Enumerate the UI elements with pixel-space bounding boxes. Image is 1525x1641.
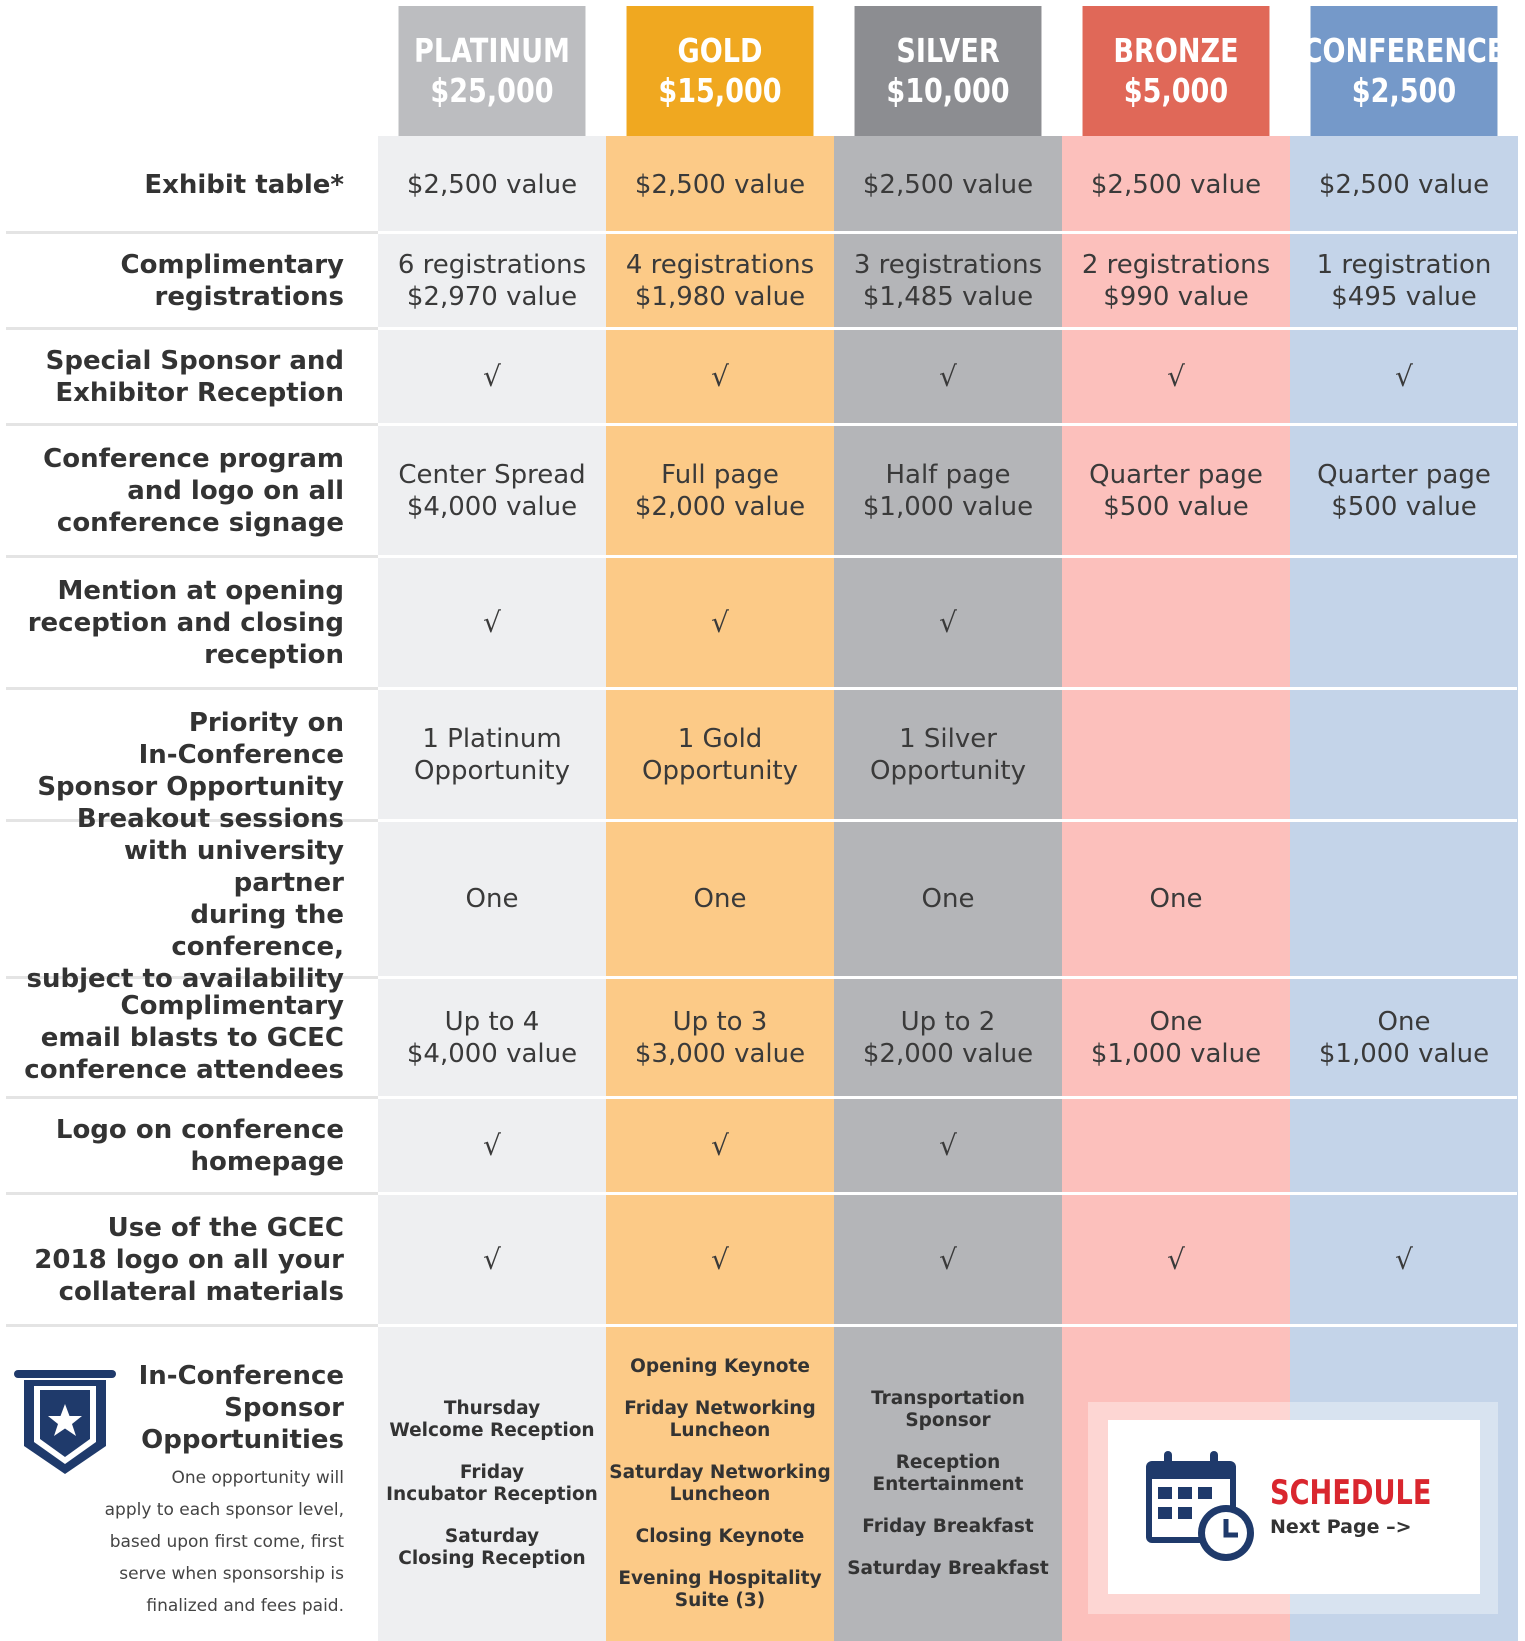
opportunity-list-platinum [378, 1327, 606, 1641]
cell-text: $1,000 value [1318, 1038, 1490, 1069]
benefit-cell [1290, 979, 1518, 1096]
cell-text: One [921, 884, 975, 914]
row-label-line: In-Conference [138, 739, 344, 770]
next-page-link[interactable]: Next Page –> [1270, 1516, 1412, 1538]
benefit-cell [606, 426, 834, 555]
tier-name: PLATINUM [413, 31, 570, 70]
benefit-cell [378, 979, 606, 1096]
checkmark-icon: √ [1395, 1242, 1413, 1276]
cell-text: Up to 4 [444, 1006, 540, 1037]
row-label-text [37, 707, 344, 803]
benefit-cell [378, 426, 606, 555]
benefit-cell [606, 979, 834, 1096]
benefit-cell [1062, 979, 1290, 1096]
row-label-text [43, 443, 344, 539]
cell-text: $4,000 value [406, 491, 578, 522]
cell-text: $2,000 value [862, 1038, 1034, 1069]
cell-text: $2,970 value [406, 281, 578, 312]
label-divider [6, 1324, 378, 1327]
opportunity-item [618, 1568, 821, 1612]
row-label-line: Conference program [43, 443, 344, 474]
benefit-cell [378, 234, 606, 327]
benefit-cell [378, 1099, 606, 1192]
checkmark-icon: √ [483, 605, 501, 639]
cell-text: Quarter page [1317, 459, 1491, 490]
row-label-text [10, 803, 344, 995]
cell-text: 1 Silver [899, 723, 997, 754]
row-label-line: reception and closing [27, 607, 344, 638]
opportunity-item [862, 1516, 1034, 1538]
benefit-cell [834, 1195, 1062, 1324]
row-label-line: conference attendees [24, 1054, 344, 1085]
row-label-line: during the conference, [171, 900, 344, 962]
benefit-cell [606, 330, 834, 423]
cell-text: Half page [885, 459, 1011, 490]
checkmark-icon: √ [483, 1128, 501, 1162]
row-label-text [34, 1212, 344, 1308]
cell-text: $2,500 value [1090, 170, 1262, 200]
checkmark-icon: √ [1167, 359, 1185, 393]
row-label-text [121, 249, 344, 313]
tier-price: $2,500 [1351, 71, 1457, 110]
benefit-cell [1290, 1099, 1518, 1192]
opportunity-item-line: Welcome Reception [389, 1420, 595, 1441]
checkmark-icon: √ [939, 359, 957, 393]
row-label [10, 690, 344, 819]
cell-text: One [465, 884, 519, 914]
row-label [10, 558, 344, 687]
cell-text: $1,000 value [862, 491, 1034, 522]
benefit-cell [834, 426, 1062, 555]
checkmark-icon: √ [1395, 359, 1413, 393]
row-label-line: Priority on [188, 707, 344, 738]
cell-text: 4 registrations [625, 249, 815, 280]
opportunity-item-line: Entertainment [872, 1474, 1024, 1495]
benefit-cell [378, 558, 606, 687]
row-label-line: subject to availability [26, 964, 344, 994]
opportunity-item-line: Luncheon [669, 1484, 771, 1505]
benefit-cell [1062, 1195, 1290, 1324]
tier-header-gold [627, 6, 814, 136]
tier-price: $25,000 [430, 71, 554, 110]
checkmark-icon: √ [1167, 1242, 1185, 1276]
row-label-line: 2018 logo on all your [34, 1244, 344, 1275]
schedule-panel [1088, 1402, 1498, 1614]
tier-price: $15,000 [658, 71, 782, 110]
row-label-text [24, 990, 344, 1086]
row-label-line: conference signage [56, 507, 344, 538]
benefit-cell [1062, 558, 1290, 687]
cell-text: $500 value [1331, 491, 1477, 522]
cell-text: Opportunity [869, 755, 1027, 786]
opportunity-item-line: Closing Keynote [635, 1526, 805, 1547]
opportunity-list-silver [834, 1327, 1062, 1641]
opportunity-item [398, 1526, 585, 1570]
checkmark-icon: √ [711, 1242, 729, 1276]
cell-text: Up to 2 [900, 1006, 996, 1037]
opportunity-item [871, 1388, 1025, 1432]
benefit-cell [1062, 1099, 1290, 1192]
description-line: serve when sponsorship is [119, 1564, 344, 1584]
description-line: apply to each sponsor level, [104, 1500, 344, 1520]
benefit-cell [1290, 690, 1518, 819]
tier-name: BRONZE [1113, 31, 1239, 70]
opportunity-item-line: Saturday [444, 1526, 540, 1547]
tier-name: GOLD [677, 31, 763, 70]
row-label-line: homepage [190, 1146, 344, 1177]
row-label-line: Special Sponsor and [45, 345, 344, 376]
row-label-line: Exhibit table* [144, 170, 344, 200]
benefit-cell [1062, 426, 1290, 555]
opportunity-item [630, 1356, 810, 1378]
opportunity-item-line: Closing Reception [398, 1548, 586, 1569]
cell-text: One [1149, 884, 1203, 914]
benefit-cell [1062, 822, 1290, 976]
benefit-cell [1290, 426, 1518, 555]
row-label-line: Complimentary [120, 990, 344, 1021]
row-label [10, 426, 344, 555]
opportunities-description [60, 1462, 344, 1622]
benefit-cell [1290, 558, 1518, 687]
opportunity-item-line: Opening Keynote [630, 1356, 810, 1377]
opportunities-title-line: In-Conference [138, 1361, 344, 1391]
benefit-cell [834, 558, 1062, 687]
row-label-text [144, 169, 344, 201]
benefit-cell [378, 1195, 606, 1324]
opportunity-item-line: Evening Hospitality [618, 1568, 822, 1589]
row-label [10, 804, 344, 994]
cell-text: $2,500 value [406, 170, 578, 200]
checkmark-icon: √ [711, 1128, 729, 1162]
tier-name: SILVER [896, 31, 1000, 70]
benefit-cell [378, 139, 606, 231]
row-label-text [56, 1114, 344, 1178]
benefit-cell [834, 979, 1062, 1096]
opportunity-item-line: Saturday Breakfast [847, 1558, 1049, 1579]
benefit-cell [378, 822, 606, 976]
opportunity-item-line: Reception [895, 1452, 1001, 1473]
row-label-line: reception [204, 639, 344, 670]
benefit-cell [606, 558, 834, 687]
opportunity-item [389, 1398, 594, 1442]
row-label-line: Exhibitor Reception [55, 377, 344, 408]
cell-text: Up to 3 [672, 1006, 768, 1037]
benefit-cell [606, 234, 834, 327]
checkmark-icon: √ [939, 1242, 957, 1276]
row-label-line: with university partner [123, 836, 344, 898]
cell-text: Opportunity [641, 755, 799, 786]
row-label-line: collateral materials [58, 1276, 344, 1307]
cell-text: One [1377, 1006, 1431, 1037]
benefit-cell [1290, 1195, 1518, 1324]
benefit-cell [1290, 234, 1518, 327]
row-label [10, 139, 344, 231]
row-label-line: email blasts to GCEC [40, 1022, 344, 1053]
cell-text: $1,980 value [634, 281, 806, 312]
cell-text: Opportunity [413, 755, 571, 786]
cell-text: One [1149, 1006, 1203, 1037]
opportunity-item-line: Friday Networking [624, 1398, 816, 1419]
opportunity-item-line: Thursday [443, 1398, 541, 1419]
benefit-cell [834, 139, 1062, 231]
cell-text: 1 registration [1316, 249, 1492, 280]
tier-header-platinum [399, 6, 586, 136]
cell-text: 3 registrations [853, 249, 1043, 280]
benefit-cell [834, 234, 1062, 327]
opportunity-item-line: Luncheon [669, 1420, 771, 1441]
row-label-line: Breakout sessions [76, 804, 344, 834]
cell-text: $495 value [1331, 281, 1477, 312]
cell-text: $2,500 value [862, 170, 1034, 200]
tier-price: $10,000 [886, 71, 1010, 110]
cell-text: $990 value [1103, 281, 1249, 312]
opportunity-list-gold [606, 1327, 834, 1641]
benefit-cell [606, 690, 834, 819]
row-label-line: Use of the GCEC [107, 1212, 344, 1243]
tier-name: CONFERENCE [1302, 31, 1506, 70]
row-label-line: Logo on conference [55, 1114, 344, 1145]
benefit-cell [1290, 330, 1518, 423]
tier-header-bronze [1083, 6, 1270, 136]
benefit-cell [606, 139, 834, 231]
benefit-cell [1062, 234, 1290, 327]
opportunities-title-line: Opportunities [141, 1425, 344, 1455]
cell-text: $1,000 value [1090, 1038, 1262, 1069]
benefit-cell [606, 1195, 834, 1324]
opportunity-item-line: Sponsor [905, 1410, 991, 1431]
opportunity-item-line: Suite (3) [674, 1590, 766, 1611]
opportunity-item [609, 1462, 830, 1506]
cell-text: $4,000 value [406, 1038, 578, 1069]
checkmark-icon: √ [939, 1128, 957, 1162]
opportunity-item [624, 1398, 815, 1442]
row-label-text [46, 345, 344, 409]
benefit-cell [1062, 690, 1290, 819]
tier-header-conference [1302, 6, 1506, 136]
tier-price: $5,000 [1123, 71, 1229, 110]
cell-text: 6 registrations [397, 249, 587, 280]
opportunity-item-line: Incubator Reception [386, 1484, 598, 1505]
cell-text: $2,000 value [634, 491, 806, 522]
cell-text: Full page [661, 459, 779, 490]
opportunity-item-line: Saturday Networking [609, 1462, 831, 1483]
opportunity-item [386, 1462, 598, 1506]
benefit-cell [606, 1099, 834, 1192]
benefit-cell [1062, 330, 1290, 423]
description-line: One opportunity will [171, 1468, 344, 1488]
benefit-cell [834, 1099, 1062, 1192]
description-line: based upon first come, first [109, 1532, 344, 1552]
benefit-cell [1062, 139, 1290, 231]
row-label-line: registrations [154, 281, 344, 312]
cell-text: 1 Gold [677, 723, 763, 754]
cell-text: Center Spread [398, 459, 586, 490]
checkmark-icon: √ [483, 359, 501, 393]
schedule-next-page-button[interactable] [1108, 1420, 1480, 1594]
description-line: finalized and fees paid. [146, 1596, 344, 1616]
cell-text: $500 value [1103, 491, 1249, 522]
cell-text: One [693, 884, 747, 914]
opportunity-item-line: Friday Breakfast [862, 1516, 1034, 1537]
cell-text: $3,000 value [634, 1038, 806, 1069]
opportunity-item [873, 1452, 1024, 1496]
opportunity-item [636, 1526, 805, 1548]
opportunities-title-line: Sponsor [224, 1393, 344, 1423]
benefit-cell [834, 690, 1062, 819]
tier-header-silver [855, 6, 1042, 136]
calendar-clock-icon [1142, 1447, 1256, 1567]
cell-text: 2 registrations [1081, 249, 1271, 280]
row-label [10, 234, 344, 327]
row-label [10, 1195, 344, 1324]
benefit-cell [606, 822, 834, 976]
row-label-line: Complimentary [120, 249, 344, 280]
cell-text: $2,500 value [634, 170, 806, 200]
checkmark-icon: √ [483, 1242, 501, 1276]
checkmark-icon: √ [711, 605, 729, 639]
row-label [10, 1099, 344, 1192]
cell-text: Quarter page [1089, 459, 1263, 490]
row-label [10, 330, 344, 423]
opportunity-item [847, 1558, 1049, 1580]
row-label-line: and logo on all [127, 475, 344, 506]
benefit-cell [834, 330, 1062, 423]
row-label-text [28, 575, 344, 671]
benefit-cell [834, 822, 1062, 976]
row-label [10, 979, 344, 1096]
row-label-line: Mention at opening [57, 575, 344, 606]
cell-text: $2,500 value [1318, 170, 1490, 200]
cell-text: 1 Platinum [422, 723, 562, 754]
cell-text: $1,485 value [862, 281, 1034, 312]
schedule-title: SCHEDULE [1270, 1473, 1432, 1513]
benefit-cell [378, 330, 606, 423]
benefit-cell [1290, 139, 1518, 231]
row-label-line: Sponsor Opportunity [37, 771, 344, 802]
opportunities-title [130, 1360, 344, 1456]
benefit-cell [378, 690, 606, 819]
schedule-text [1270, 1473, 1472, 1541]
opportunity-item-line: Friday [459, 1462, 525, 1483]
benefit-cell [1290, 822, 1518, 976]
opportunity-item-line: Transportation [871, 1388, 1025, 1409]
checkmark-icon: √ [711, 359, 729, 393]
checkmark-icon: √ [939, 605, 957, 639]
